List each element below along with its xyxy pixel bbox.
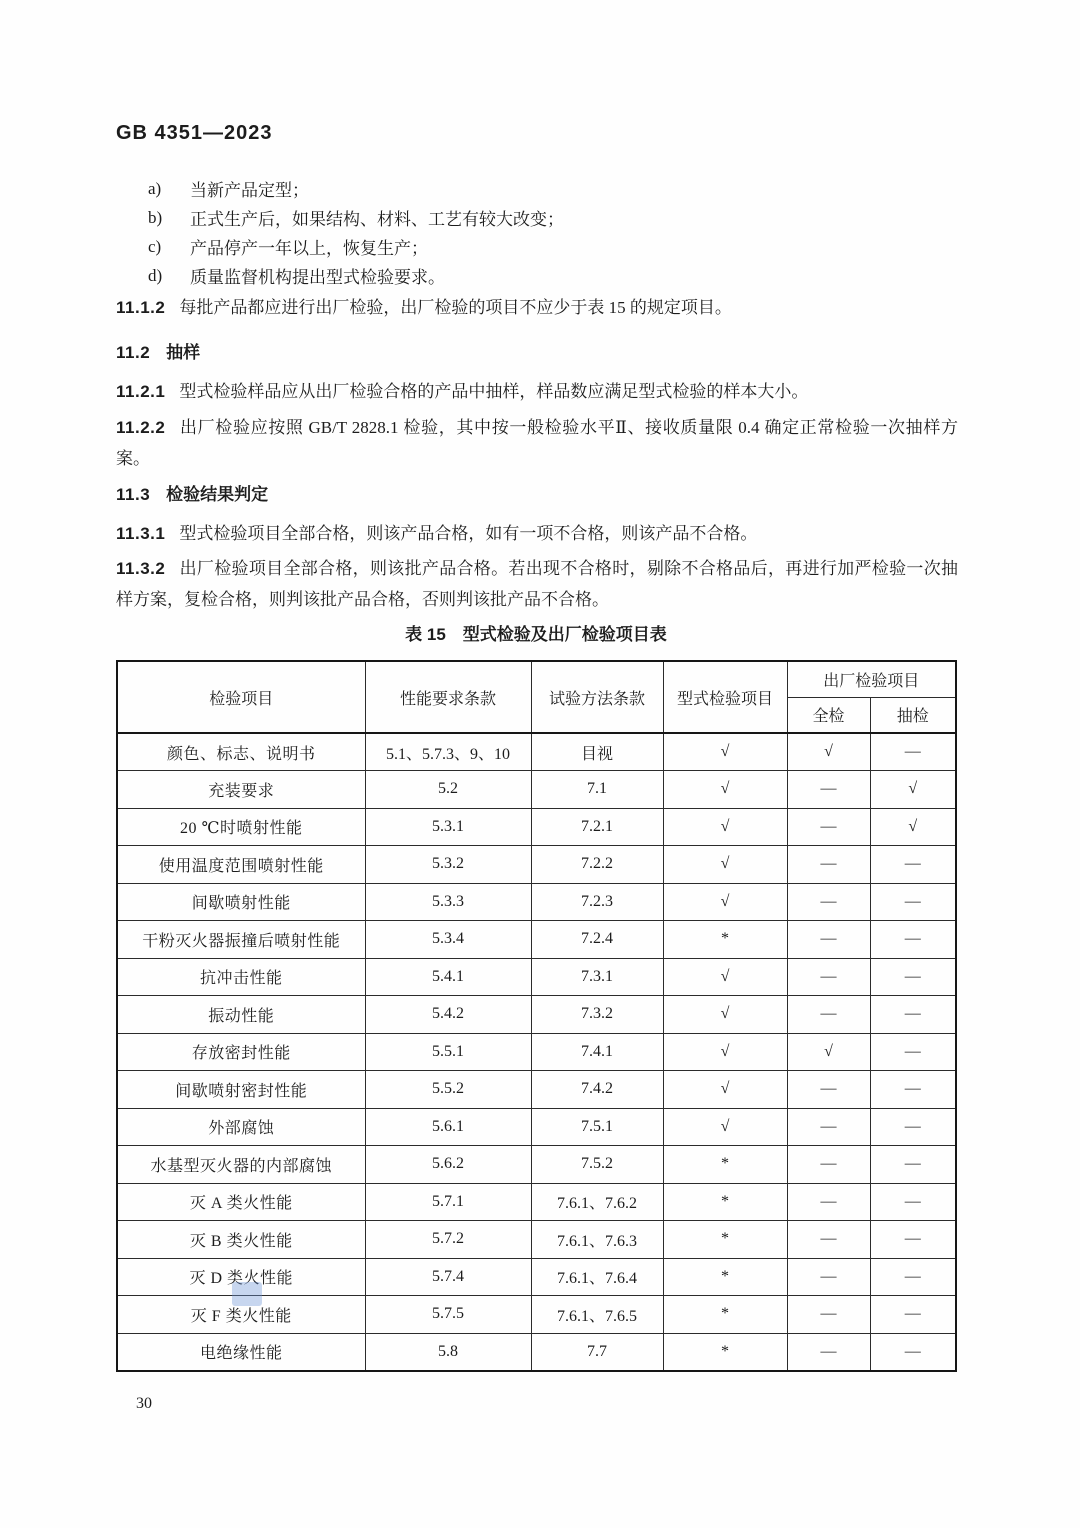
table-cell: —: [870, 1033, 956, 1071]
section-number: 11.2: [116, 343, 151, 362]
table-row: [117, 771, 956, 809]
list-item: [148, 261, 948, 290]
clause-11-3-1: [116, 518, 958, 549]
table-cell: —: [870, 733, 956, 771]
header-type-test: 型式检验项目: [663, 661, 787, 733]
table-cell: 5.6.2: [365, 1146, 531, 1184]
table-cell: 7.5.2: [531, 1146, 663, 1184]
table-cell: —: [787, 883, 870, 921]
clause-text: 型式检验项目全部合格，则该产品合格，如有一项不合格，则该产品不合格。: [179, 524, 758, 543]
table-cell: √: [787, 1033, 870, 1071]
list-item: [148, 232, 948, 261]
table-cell: 5.4.2: [365, 996, 531, 1034]
table-row: [117, 808, 956, 846]
table-cell: —: [870, 1183, 956, 1221]
inspection-item-cell: 20 ℃时喷射性能: [117, 808, 365, 846]
table-cell: 7.7: [531, 1333, 663, 1371]
inspection-item-cell: 灭 B 类火性能: [117, 1221, 365, 1259]
table-cell: —: [787, 846, 870, 884]
table-cell: 7.1: [531, 771, 663, 809]
table-cell: 7.6.1、7.6.4: [531, 1258, 663, 1296]
standard-number: GB 4351—2023: [116, 122, 273, 144]
table-cell: √: [663, 771, 787, 809]
table-cell: 5.3.1: [365, 808, 531, 846]
list-item-letter: c): [148, 236, 162, 256]
table-cell: —: [787, 1333, 870, 1371]
table-row: [117, 883, 956, 921]
table-row: [117, 958, 956, 996]
clause-number: 11.3.2: [116, 559, 166, 578]
inspection-item-cell: 灭 A 类火性能: [117, 1183, 365, 1221]
table-cell: —: [787, 808, 870, 846]
inspection-item-cell: 使用温度范围喷射性能: [117, 846, 365, 884]
table-cell: √: [663, 883, 787, 921]
section-heading-11-3: [116, 480, 958, 505]
inspection-item-cell: 水基型灭火器的内部腐蚀: [117, 1146, 365, 1184]
table-cell: √: [663, 1071, 787, 1109]
table-cell: √: [663, 1033, 787, 1071]
section-title: 检验结果判定: [166, 485, 269, 504]
condition-list: [148, 174, 948, 290]
list-item-letter: d): [148, 265, 163, 285]
table-cell: —: [870, 1296, 956, 1334]
inspection-item-cell: 存放密封性能: [117, 1033, 365, 1071]
table-row: [117, 921, 956, 959]
table-cell: 5.3.2: [365, 846, 531, 884]
table-cell: —: [870, 958, 956, 996]
table-cell: √: [663, 1108, 787, 1146]
table-row: [117, 1146, 956, 1184]
table-cell: —: [787, 1183, 870, 1221]
table-row: [117, 1333, 956, 1371]
table-cell: √: [663, 958, 787, 996]
clause-11-2-2: [116, 412, 958, 474]
table-cell: —: [870, 1258, 956, 1296]
table-cell: —: [870, 1108, 956, 1146]
table-body: [117, 733, 956, 1371]
table-cell: 5.6.1: [365, 1108, 531, 1146]
list-item-letter: a): [148, 178, 162, 198]
table-cell: —: [787, 1146, 870, 1184]
clause-text: 出厂检验应按照 GB/T 2828.1 检验，其中按一般检验水平Ⅱ、接收质量限 0.4 确定正常检验一次抽样方案。: [116, 418, 958, 468]
clause-number: 11.1.2: [116, 298, 166, 317]
list-item-text: 正式生产后，如果结构、材料、工艺有较大改变；: [190, 210, 564, 229]
clause-text: 出厂检验项目全部合格，则该批产品合格。若出现不合格时，剔除不合格品后，再进行加严检验一次抽样方案，复检合格，则判该批产品合格，否则判该批产品不合格。: [116, 559, 958, 609]
header-sample-check: 抽检: [870, 697, 956, 733]
inspection-item-cell: 颜色、标志、说明书: [117, 733, 365, 771]
inspection-item-cell: 间歇喷射性能: [117, 883, 365, 921]
table-cell: —: [787, 1221, 870, 1259]
list-item-text: 当新产品定型；: [190, 181, 309, 200]
list-item-letter: b): [148, 207, 163, 227]
table-cell: 5.8: [365, 1333, 531, 1371]
table-cell: 7.4.2: [531, 1071, 663, 1109]
table-row: [117, 1221, 956, 1259]
table-cell: √: [663, 846, 787, 884]
table-cell: 目视: [531, 733, 663, 771]
inspection-item-cell: 间歇喷射密封性能: [117, 1071, 365, 1109]
table-cell: —: [787, 771, 870, 809]
table-row: [117, 1108, 956, 1146]
list-item-text: 质量监督机构提出型式检验要求。: [190, 268, 445, 287]
table-cell: —: [787, 1108, 870, 1146]
clause-text: 型式检验样品应从出厂检验合格的产品中抽样，样品数应满足型式检验的样本大小。: [179, 382, 809, 401]
inspection-item-cell: 灭 F 类火性能: [117, 1296, 365, 1334]
section-title: 抽样: [166, 343, 201, 362]
inspection-item-cell: 干粉灭火器振撞后喷射性能: [117, 921, 365, 959]
inspection-item-cell: 灭 D 类火性能: [117, 1258, 365, 1296]
table-row: [117, 1183, 956, 1221]
table-cell: √: [663, 996, 787, 1034]
table-cell: 5.7.5: [365, 1296, 531, 1334]
header-full-check: 全检: [787, 697, 870, 733]
table-cell: —: [787, 1071, 870, 1109]
clause-text: 每批产品都应进行出厂检验，出厂检验的项目不应少于表 15 的规定项目。: [179, 298, 732, 317]
table-cell: —: [870, 921, 956, 959]
table-cell: 7.3.2: [531, 996, 663, 1034]
table-cell: √: [870, 808, 956, 846]
table-cell: 5.5.1: [365, 1033, 531, 1071]
clause-number: 11.3.1: [116, 524, 166, 543]
table-cell: 5.4.1: [365, 958, 531, 996]
table-cell: *: [663, 1183, 787, 1221]
inspection-item-cell: 振动性能: [117, 996, 365, 1034]
table-cell: *: [663, 921, 787, 959]
table-title: 表 15 型式检验及出厂检验项目表: [405, 625, 667, 644]
table-row: [117, 733, 956, 771]
table-cell: —: [870, 1071, 956, 1109]
table-cell: √: [663, 808, 787, 846]
table-cell: 5.5.2: [365, 1071, 531, 1109]
inspection-item-cell: 外部腐蚀: [117, 1108, 365, 1146]
table-cell: —: [870, 1146, 956, 1184]
table-cell: *: [663, 1258, 787, 1296]
watermark-stamp: [232, 1282, 262, 1306]
list-item-text: 产品停产一年以上，恢复生产；: [190, 239, 428, 258]
clause-number: 11.2.1: [116, 382, 166, 401]
table-cell: —: [870, 883, 956, 921]
table-cell: —: [787, 1258, 870, 1296]
table-cell: 7.5.1: [531, 1108, 663, 1146]
header-factory-test: 出厂检验项目: [787, 661, 956, 697]
page-number: 30: [136, 1395, 152, 1412]
inspection-item-cell: 电绝缘性能: [117, 1333, 365, 1371]
table-cell: 5.3.3: [365, 883, 531, 921]
list-item: [148, 203, 948, 232]
section-number: 11.3: [116, 485, 151, 504]
header-requirement: 性能要求条款: [365, 661, 531, 733]
table-cell: —: [870, 1221, 956, 1259]
table-cell: —: [787, 1296, 870, 1334]
table-cell: *: [663, 1333, 787, 1371]
table-row: [117, 846, 956, 884]
table-cell: 7.2.2: [531, 846, 663, 884]
table-cell: √: [787, 733, 870, 771]
table-cell: *: [663, 1221, 787, 1259]
table-cell: 5.3.4: [365, 921, 531, 959]
table-cell: 5.7.4: [365, 1258, 531, 1296]
table-row: [117, 1071, 956, 1109]
table-cell: 5.1、5.7.3、9、10: [365, 733, 531, 771]
table-cell: —: [870, 1333, 956, 1371]
clause-number: 11.2.2: [116, 418, 166, 437]
table-cell: —: [787, 996, 870, 1034]
table-cell: 7.6.1、7.6.3: [531, 1221, 663, 1259]
table-cell: 7.6.1、7.6.2: [531, 1183, 663, 1221]
table-cell: 7.3.1: [531, 958, 663, 996]
table-cell: 7.4.1: [531, 1033, 663, 1071]
table-cell: √: [870, 771, 956, 809]
header-item: 检验项目: [117, 661, 365, 733]
header-method: 试验方法条款: [531, 661, 663, 733]
table-cell: √: [663, 733, 787, 771]
table-cell: —: [787, 958, 870, 996]
table-cell: —: [787, 921, 870, 959]
table-cell: *: [663, 1146, 787, 1184]
table-cell: 7.2.3: [531, 883, 663, 921]
inspection-item-cell: 抗冲击性能: [117, 958, 365, 996]
table-cell: 7.2.1: [531, 808, 663, 846]
table-cell: —: [870, 846, 956, 884]
table-cell: 7.2.4: [531, 921, 663, 959]
table-cell: —: [870, 996, 956, 1034]
table-cell: 5.2: [365, 771, 531, 809]
inspection-table: [116, 660, 957, 1372]
table-cell: 7.6.1、7.6.5: [531, 1296, 663, 1334]
clause-11-1-2: [116, 292, 958, 323]
section-heading-11-2: [116, 338, 958, 363]
table-header: [117, 661, 956, 733]
list-item: [148, 174, 948, 203]
table-cell: *: [663, 1296, 787, 1334]
clause-11-3-2: [116, 553, 958, 615]
table-row: [117, 996, 956, 1034]
table-cell: 5.7.1: [365, 1183, 531, 1221]
clause-11-2-1: [116, 376, 958, 407]
table-cell: 5.7.2: [365, 1221, 531, 1259]
table-row: [117, 1033, 956, 1071]
inspection-item-cell: 充装要求: [117, 771, 365, 809]
